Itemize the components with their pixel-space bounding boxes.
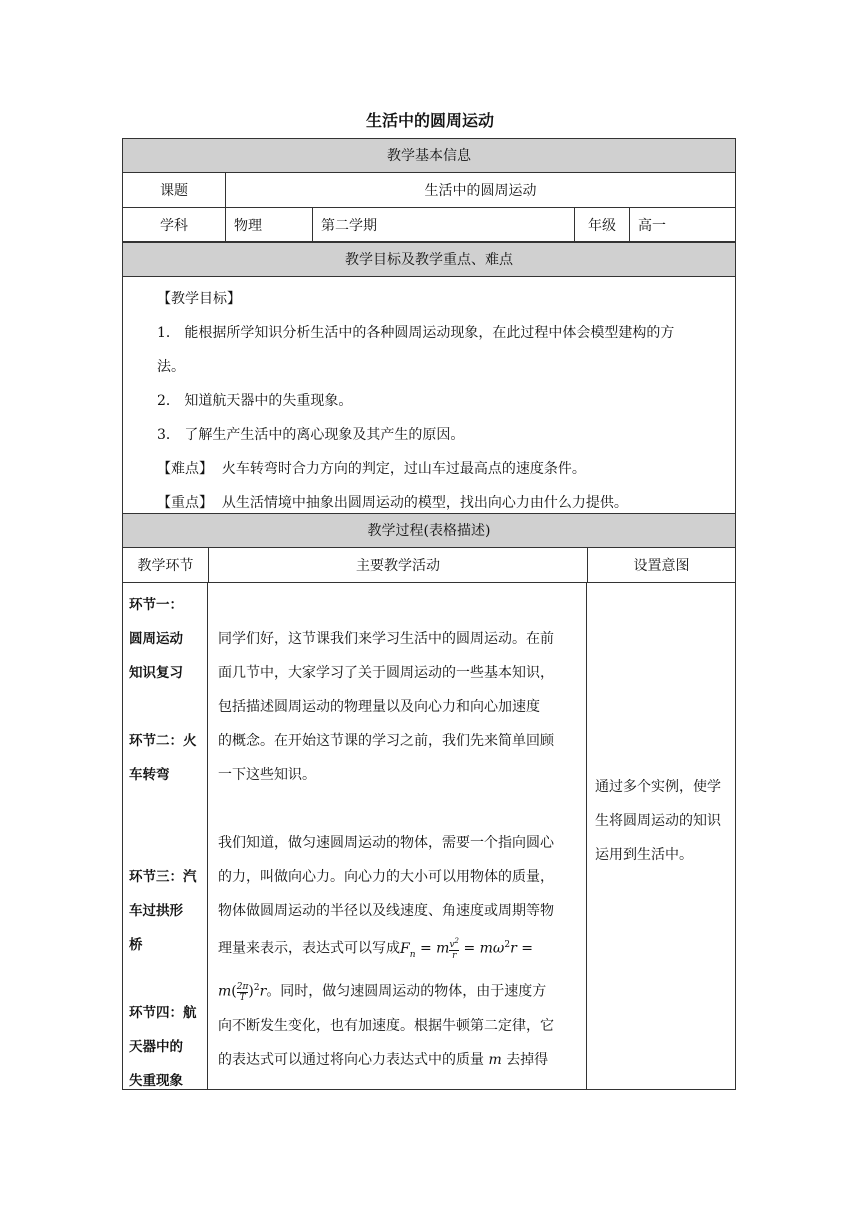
- subject-value: 物理: [226, 208, 313, 242]
- intent-column: [586, 582, 736, 1090]
- activity-line: 的概念。在开始这节课的学习之前，我们先来简单回顾: [218, 733, 554, 749]
- activity-column: [207, 582, 587, 1090]
- formula-line-1: 理量来表示，表达式可以写成$F_n = m$ $\frac{v^2}{r}$ = $m\omega^2r$ =: [218, 937, 533, 962]
- process-header: 教学过程(表格描述): [122, 513, 736, 548]
- key-label: 【重点】: [157, 495, 213, 511]
- stage-line: 天器中的: [129, 1039, 183, 1055]
- difficulty-line: [157, 452, 725, 486]
- goal-item-1-cont: 法。: [157, 359, 185, 375]
- stage-line: 环节三：汽: [129, 869, 197, 885]
- process-column-headers: [122, 547, 736, 583]
- activity-line: 包括描述圆周运动的物理量以及向心力和向心加速度: [218, 699, 540, 715]
- stage-line: [129, 962, 201, 996]
- stage-line: 车过拱形: [129, 903, 183, 919]
- col-intent-header: 设置意图: [588, 548, 736, 583]
- goal-item-1: 1． 能根据所学知识分析生活中的各种圆周运动现象，在此过程中体会模型建构的方: [157, 325, 675, 341]
- goals-header: 教学目标及教学重点、难点: [122, 242, 736, 277]
- goal-label: 【教学目标】: [157, 291, 241, 307]
- intent-line: 通过多个实例，使学: [595, 779, 721, 795]
- goal-item-2: 2． 知道航天器中的失重现象。: [157, 393, 353, 409]
- stage-line: 桥: [129, 937, 143, 953]
- activity-line: 的力，叫做向心力。向心力的大小可以用物体的质量，: [218, 869, 554, 885]
- intent-line: 运用到生活中。: [595, 847, 693, 863]
- col-stage-header: 教学环节: [123, 548, 209, 583]
- formula-line-2: m( $\frac{2\pi}{T}$ )$^2$r。同时，做匀速圆周运动的物体，由于速度方: [218, 981, 547, 1003]
- activity-line: 我们知道，做匀速圆周运动的物体，需要一个指向圆心: [218, 835, 554, 851]
- activity-line: 面几节中，大家学习了关于圆周运动的一些基本知识，: [218, 665, 554, 681]
- page-title: 生活中的圆周运动: [365, 111, 494, 130]
- basic-info-table: [122, 172, 736, 242]
- stage-line: 环节四：航: [129, 1005, 197, 1021]
- stage-line: [129, 826, 201, 860]
- difficulty-label: 【难点】: [157, 461, 213, 477]
- activity-line: 向不断发生变化，也有加速度。根据牛顿第二定律，它: [218, 1018, 554, 1035]
- col-activity-header: 主要教学活动: [209, 548, 588, 583]
- stage-column: [122, 582, 208, 1090]
- last-line: 的表达式可以通过将向心力表达式中的质量 m 去掉得: [218, 1052, 549, 1069]
- key-text: 从生活情境中抽象出圆周运动的模型，找出向心力由什么力提供。: [221, 495, 628, 511]
- goals-section: [122, 276, 736, 514]
- topic-value: 生活中的圆周运动: [226, 173, 736, 208]
- fraction-v2-r: $\frac{v^2}{r}$: [449, 937, 459, 962]
- stage-line: 知识复习: [129, 665, 183, 681]
- stage-line: [129, 792, 201, 826]
- basic-info-header: 教学基本信息: [122, 138, 736, 173]
- intent-line: 生将圆周运动的知识: [595, 813, 721, 829]
- activity-line: 物体做圆周运动的半径以及线速度、角速度或周期等物: [218, 903, 554, 919]
- stage-line: 环节一：: [129, 597, 183, 613]
- term-value: 第二学期: [313, 208, 575, 242]
- goal-item-3: 3． 了解生产生活中的离心现象及其产生的原因。: [157, 427, 465, 443]
- grade-value: 高一: [630, 208, 736, 242]
- topic-label: 课题: [123, 173, 226, 208]
- fraction-2pi-T: $\frac{2\pi}{T}$: [236, 981, 249, 1003]
- subject-label: 学科: [123, 208, 226, 242]
- stage-line: [129, 690, 201, 724]
- stage-line: 环节二：火: [129, 733, 197, 749]
- stage-line: 失重现象: [129, 1073, 183, 1089]
- activity-line: 一下这些知识。: [218, 767, 316, 783]
- difficulty-text: 火车转弯时合力方向的判定，过山车过最高点的速度条件。: [221, 461, 586, 477]
- stage-line: 车转弯: [129, 767, 170, 783]
- stage-line: 圆周运动: [129, 631, 183, 647]
- grade-label: 年级: [575, 208, 630, 242]
- activity-line: 同学们好，这节课我们来学习生活中的圆周运动。在前: [218, 631, 554, 647]
